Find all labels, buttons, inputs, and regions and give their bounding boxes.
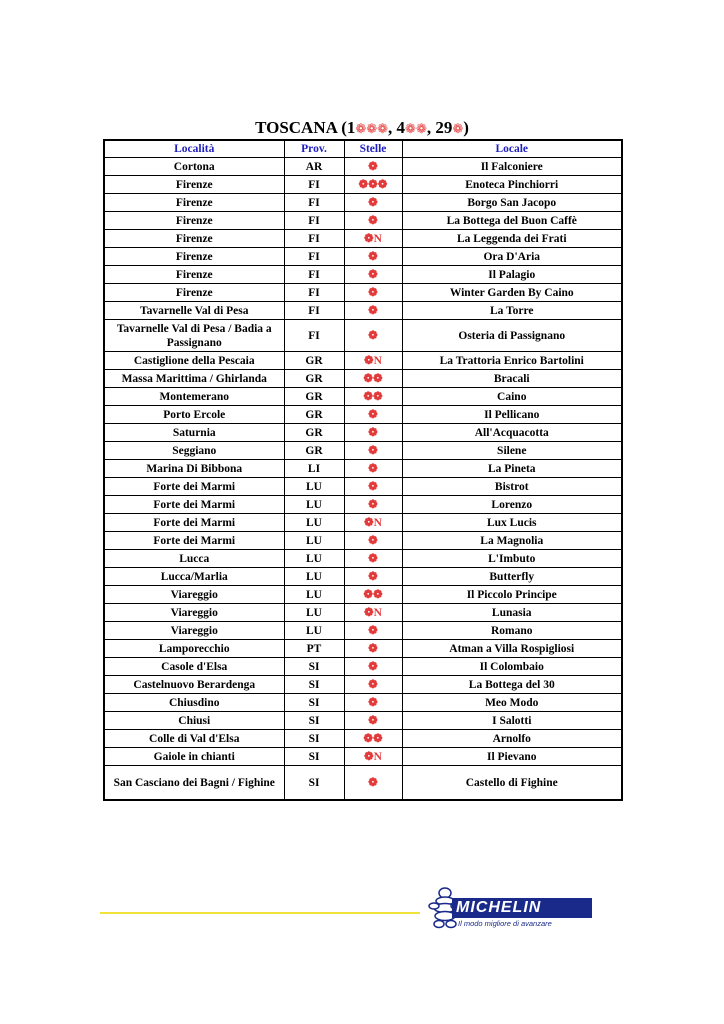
table-row	[104, 352, 622, 370]
cell-locale: Osteria di Passignano	[402, 320, 622, 352]
cell-locale: Castello di Fighine	[402, 766, 622, 801]
cell-locale: Lorenzo	[402, 496, 622, 514]
table-row	[104, 730, 622, 748]
table-row	[104, 460, 622, 478]
cell-stelle: ❁N	[344, 748, 402, 766]
table-row	[104, 604, 622, 622]
table-row	[104, 388, 622, 406]
cell-prov: FI	[284, 320, 344, 352]
table-row	[104, 176, 622, 194]
title-count-three-stars: 1	[346, 118, 356, 137]
cell-stelle: ❁❁	[344, 370, 402, 388]
cell-stelle: ❁	[344, 266, 402, 284]
cell-stelle: ❁	[344, 496, 402, 514]
table-header-row	[104, 140, 622, 158]
cell-stelle: ❁	[344, 194, 402, 212]
cell-localita: Firenze	[104, 230, 284, 248]
cell-locale: Arnolfo	[402, 730, 622, 748]
cell-localita: Castiglione della Pescaia	[104, 352, 284, 370]
cell-localita: Firenze	[104, 266, 284, 284]
title-suffix: )	[463, 118, 469, 137]
table-row	[104, 424, 622, 442]
cell-localita: Porto Ercole	[104, 406, 284, 424]
title-separator: ,	[426, 118, 436, 137]
title-count-one-star: 29	[435, 118, 453, 137]
cell-locale: Bracali	[402, 370, 622, 388]
cell-stelle: ❁	[344, 460, 402, 478]
cell-stelle: ❁	[344, 694, 402, 712]
cell-prov: FI	[284, 302, 344, 320]
cell-locale: Caino	[402, 388, 622, 406]
table-row	[104, 658, 622, 676]
cell-locale: Il Falconiere	[402, 158, 622, 176]
cell-prov: SI	[284, 766, 344, 801]
cell-stelle: ❁❁	[344, 730, 402, 748]
cell-localita: Lucca/Marlia	[104, 568, 284, 586]
cell-prov: GR	[284, 424, 344, 442]
michelin-logo	[428, 886, 592, 930]
table-row	[104, 478, 622, 496]
cell-stelle: ❁	[344, 284, 402, 302]
title-separator: ,	[388, 118, 397, 137]
table-row	[104, 694, 622, 712]
cell-localita: Castelnuovo Berardenga	[104, 676, 284, 694]
cell-stelle: ❁❁	[344, 388, 402, 406]
cell-locale: La Torre	[402, 302, 622, 320]
cell-localita: Saturnia	[104, 424, 284, 442]
cell-localita: Seggiano	[104, 442, 284, 460]
cell-stelle: ❁	[344, 302, 402, 320]
cell-prov: FI	[284, 266, 344, 284]
three-stars-icon: ❁❁❁	[355, 121, 389, 136]
cell-stelle: ❁	[344, 248, 402, 266]
table-body	[104, 158, 622, 801]
cell-localita: Cortona	[104, 158, 284, 176]
cell-stelle: ❁	[344, 406, 402, 424]
cell-localita: Forte dei Marmi	[104, 532, 284, 550]
cell-localita: Forte dei Marmi	[104, 478, 284, 496]
table-row	[104, 676, 622, 694]
cell-prov: FI	[284, 284, 344, 302]
cell-localita: Lamporecchio	[104, 640, 284, 658]
cell-stelle: ❁❁	[344, 586, 402, 604]
table-row	[104, 230, 622, 248]
table-row	[104, 266, 622, 284]
cell-prov: FI	[284, 248, 344, 266]
cell-stelle: ❁N	[344, 604, 402, 622]
cell-localita: Lucca	[104, 550, 284, 568]
cell-localita: Gaiole in chianti	[104, 748, 284, 766]
cell-stelle: ❁	[344, 550, 402, 568]
cell-prov: FI	[284, 194, 344, 212]
cell-stelle: ❁N	[344, 352, 402, 370]
cell-stelle: ❁	[344, 712, 402, 730]
table-row	[104, 766, 622, 801]
cell-locale: L'Imbuto	[402, 550, 622, 568]
cell-prov: GR	[284, 388, 344, 406]
cell-stelle: ❁	[344, 622, 402, 640]
cell-prov: LU	[284, 568, 344, 586]
cell-locale: Borgo San Jacopo	[402, 194, 622, 212]
cell-localita: Tavarnelle Val di Pesa	[104, 302, 284, 320]
cell-stelle: ❁	[344, 640, 402, 658]
cell-localita: Firenze	[104, 212, 284, 230]
brand-name: MICHELIN	[456, 899, 542, 916]
cell-localita: Firenze	[104, 248, 284, 266]
table-row	[104, 370, 622, 388]
cell-localita: Colle di Val d'Elsa	[104, 730, 284, 748]
cell-locale: La Pineta	[402, 460, 622, 478]
table-row	[104, 748, 622, 766]
cell-prov: SI	[284, 730, 344, 748]
table-row	[104, 712, 622, 730]
cell-prov: LU	[284, 532, 344, 550]
cell-locale: Il Pievano	[402, 748, 622, 766]
cell-locale: La Leggenda dei Frati	[402, 230, 622, 248]
cell-prov: LI	[284, 460, 344, 478]
cell-locale: Il Pellicano	[402, 406, 622, 424]
cell-prov: LU	[284, 604, 344, 622]
title-count-two-stars: 4	[396, 118, 406, 137]
cell-stelle: ❁	[344, 658, 402, 676]
page-title	[0, 117, 724, 140]
one-star-icon: ❁	[452, 121, 464, 136]
cell-prov: LU	[284, 586, 344, 604]
cell-prov: LU	[284, 478, 344, 496]
cell-localita: Firenze	[104, 194, 284, 212]
cell-localita: Viareggio	[104, 586, 284, 604]
cell-locale: La Bottega del 30	[402, 676, 622, 694]
cell-prov: GR	[284, 406, 344, 424]
cell-prov: GR	[284, 442, 344, 460]
cell-stelle: ❁❁❁	[344, 176, 402, 194]
cell-prov: SI	[284, 658, 344, 676]
cell-locale: Il Palagio	[402, 266, 622, 284]
cell-prov: PT	[284, 640, 344, 658]
header-localita: Località	[104, 140, 284, 158]
cell-locale: Il Colombaio	[402, 658, 622, 676]
cell-locale: Enoteca Pinchiorri	[402, 176, 622, 194]
cell-stelle: ❁	[344, 212, 402, 230]
cell-prov: GR	[284, 352, 344, 370]
cell-locale: Lunasia	[402, 604, 622, 622]
cell-stelle: ❁	[344, 568, 402, 586]
table-row	[104, 550, 622, 568]
cell-localita: Firenze	[104, 176, 284, 194]
footer-divider	[100, 912, 420, 914]
cell-locale: I Salotti	[402, 712, 622, 730]
table-row	[104, 406, 622, 424]
cell-stelle: ❁	[344, 442, 402, 460]
cell-locale: Atman a Villa Rospigliosi	[402, 640, 622, 658]
cell-locale: Silene	[402, 442, 622, 460]
table-row	[104, 622, 622, 640]
cell-localita: Forte dei Marmi	[104, 496, 284, 514]
table-row	[104, 442, 622, 460]
cell-locale: Lux Lucis	[402, 514, 622, 532]
table-row	[104, 586, 622, 604]
cell-localita: Montemerano	[104, 388, 284, 406]
table-row	[104, 284, 622, 302]
cell-prov: SI	[284, 676, 344, 694]
cell-prov: FI	[284, 230, 344, 248]
table-row	[104, 568, 622, 586]
two-stars-icon: ❁❁	[405, 121, 427, 136]
cell-stelle: ❁N	[344, 230, 402, 248]
table-row	[104, 496, 622, 514]
cell-prov: FI	[284, 176, 344, 194]
cell-locale: La Magnolia	[402, 532, 622, 550]
cell-locale: Winter Garden By Caino	[402, 284, 622, 302]
cell-prov: SI	[284, 694, 344, 712]
cell-locale: All'Acquacotta	[402, 424, 622, 442]
cell-prov: GR	[284, 370, 344, 388]
table-row	[104, 640, 622, 658]
cell-stelle: ❁N	[344, 514, 402, 532]
cell-localita: Forte dei Marmi	[104, 514, 284, 532]
table-row	[104, 320, 622, 352]
table-row	[104, 212, 622, 230]
cell-prov: LU	[284, 514, 344, 532]
cell-locale: Meo Modo	[402, 694, 622, 712]
cell-prov: LU	[284, 496, 344, 514]
cell-stelle: ❁	[344, 532, 402, 550]
cell-localita: Tavarnelle Val di Pesa / Badia a Passignano	[104, 320, 284, 352]
cell-prov: LU	[284, 550, 344, 568]
cell-localita: Chiusdino	[104, 694, 284, 712]
cell-localita: Viareggio	[104, 622, 284, 640]
cell-locale: La Trattoria Enrico Bartolini	[402, 352, 622, 370]
cell-localita: Casole d'Elsa	[104, 658, 284, 676]
cell-localita: Firenze	[104, 284, 284, 302]
cell-locale: Butterfly	[402, 568, 622, 586]
cell-locale: Romano	[402, 622, 622, 640]
table-row	[104, 194, 622, 212]
cell-locale: La Bottega del Buon Caffè	[402, 212, 622, 230]
cell-prov: AR	[284, 158, 344, 176]
table-row	[104, 514, 622, 532]
cell-locale: Bistrot	[402, 478, 622, 496]
cell-localita: Massa Marittima / Ghirlanda	[104, 370, 284, 388]
cell-locale: Ora D'Aria	[402, 248, 622, 266]
header-prov: Prov.	[284, 140, 344, 158]
cell-stelle: ❁	[344, 766, 402, 801]
table-row	[104, 532, 622, 550]
title-prefix: TOSCANA (	[255, 118, 347, 137]
cell-locale: Il Piccolo Principe	[402, 586, 622, 604]
cell-localita: Chiusi	[104, 712, 284, 730]
cell-stelle: ❁	[344, 424, 402, 442]
cell-localita: San Casciano dei Bagni / Fighine	[104, 766, 284, 801]
cell-prov: FI	[284, 212, 344, 230]
cell-prov: LU	[284, 622, 344, 640]
cell-prov: SI	[284, 712, 344, 730]
table-row	[104, 248, 622, 266]
header-locale: Locale	[402, 140, 622, 158]
header-stelle: Stelle	[344, 140, 402, 158]
cell-localita: Marina Di Bibbona	[104, 460, 284, 478]
table-row	[104, 302, 622, 320]
restaurant-table	[103, 139, 623, 801]
brand-tagline: Il modo migliore di avanzare	[458, 919, 552, 928]
cell-stelle: ❁	[344, 478, 402, 496]
cell-localita: Viareggio	[104, 604, 284, 622]
cell-stelle: ❁	[344, 676, 402, 694]
cell-prov: SI	[284, 748, 344, 766]
cell-stelle: ❁	[344, 158, 402, 176]
table-row	[104, 158, 622, 176]
cell-stelle: ❁	[344, 320, 402, 352]
